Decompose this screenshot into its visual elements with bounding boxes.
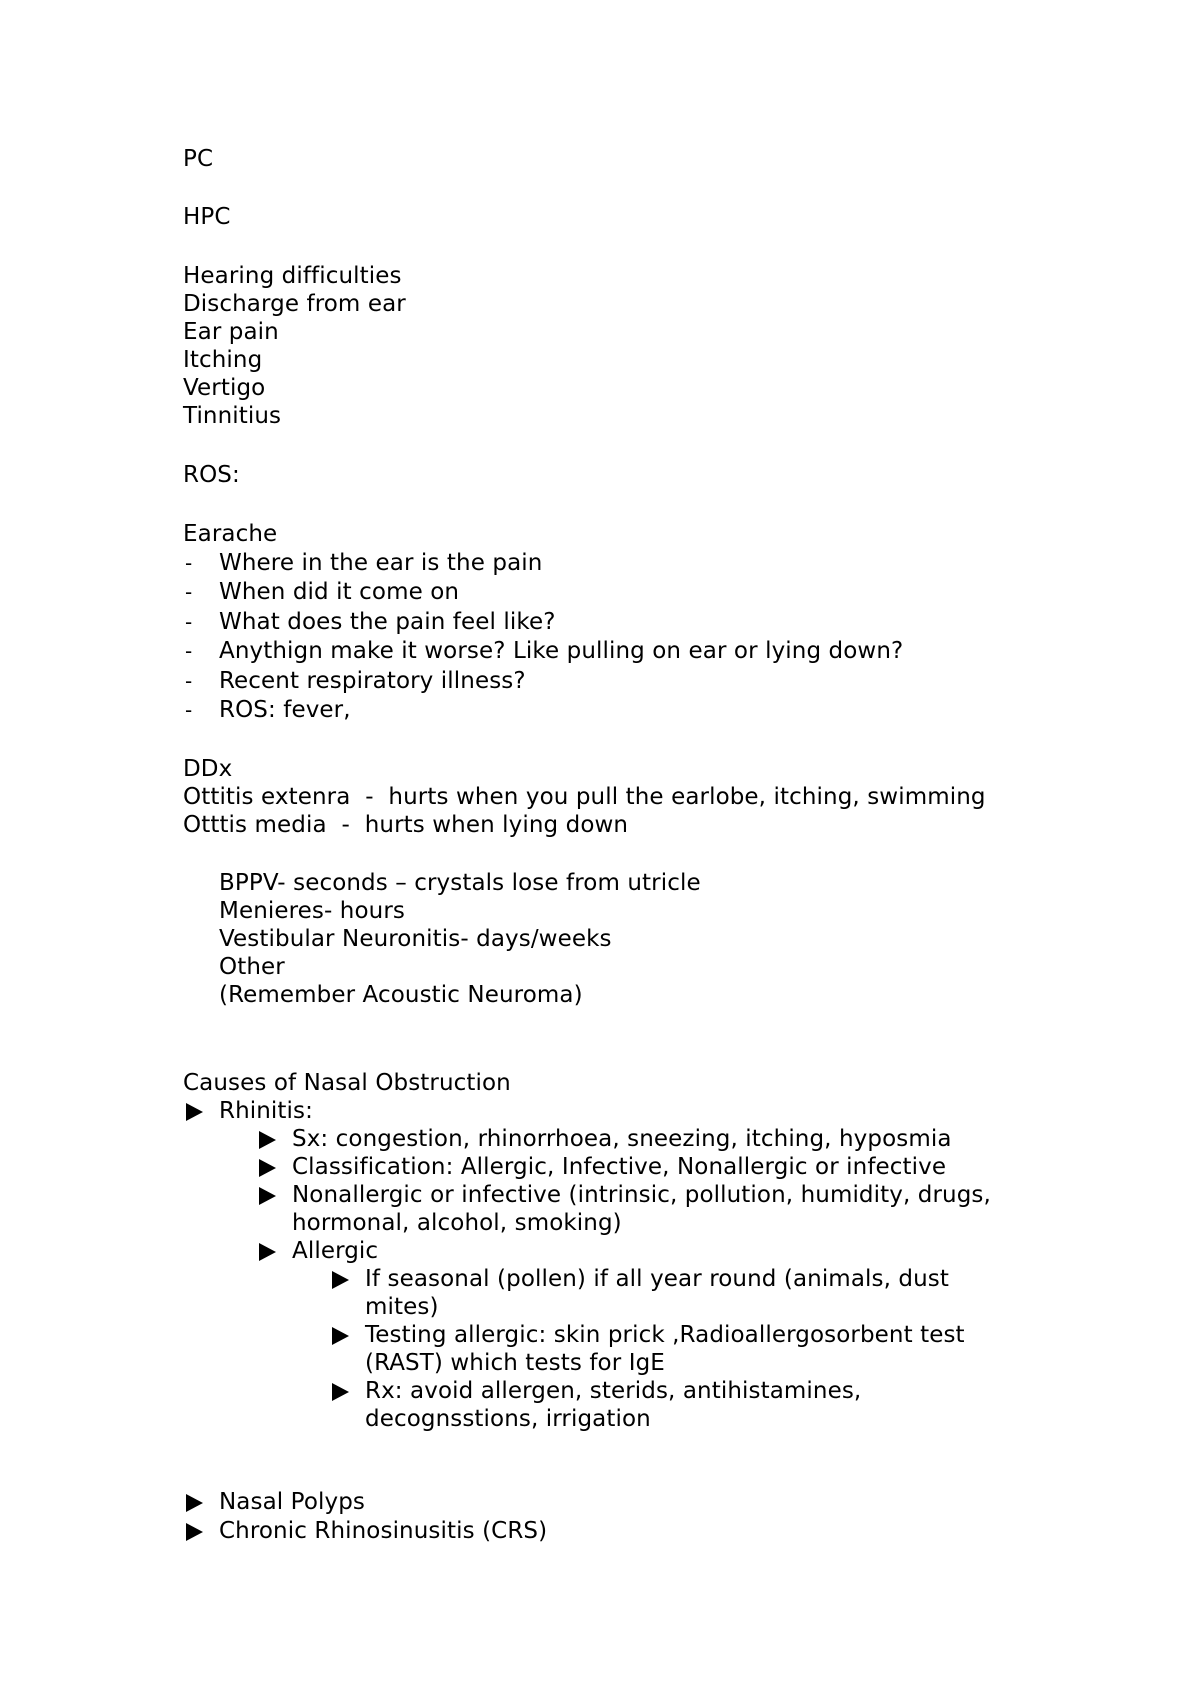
allergic-testing: Testing allergic: skin prick ,Radioallergosorbent test xyxy=(365,1322,965,1348)
dash-bullet: - xyxy=(185,639,193,663)
hpc-heading: HPC xyxy=(183,204,231,230)
hpc-item: Hearing difficulties xyxy=(183,263,402,289)
earache-heading: Earache xyxy=(183,521,278,547)
earache-question: Anythign make it worse? Like pulling on ear or lying down? xyxy=(219,638,904,664)
vertigo-ddx-item: Menieres- hours xyxy=(219,898,405,924)
ros-heading: ROS: xyxy=(183,462,240,488)
hpc-item: Tinnitius xyxy=(183,403,282,429)
arrow-bullet-icon xyxy=(259,1159,276,1177)
rhinitis-label: Rhinitis: xyxy=(219,1098,313,1124)
arrow-bullet-icon xyxy=(186,1103,203,1121)
vertigo-ddx-item: (Remember Acoustic Neuroma) xyxy=(219,982,583,1008)
earache-question: Where in the ear is the pain xyxy=(219,550,543,576)
allergic-label: Allergic xyxy=(292,1238,379,1264)
hpc-item: Itching xyxy=(183,347,263,373)
arrow-bullet-icon xyxy=(332,1271,349,1289)
allergic-seasonal: mites) xyxy=(365,1294,439,1320)
nasal-heading: Causes of Nasal Obstruction xyxy=(183,1070,511,1096)
ddx-heading: DDx xyxy=(183,756,233,782)
allergic-seasonal: If seasonal (pollen) if all year round (animals, dust xyxy=(365,1266,949,1292)
arrow-bullet-icon xyxy=(259,1187,276,1205)
chronic-rhinosinusitis: Chronic Rhinosinusitis (CRS) xyxy=(219,1518,548,1544)
vertigo-ddx-item: BPPV- seconds – crystals lose from utricle xyxy=(219,870,701,896)
nasal-polyps: Nasal Polyps xyxy=(219,1489,365,1515)
earache-question: What does the pain feel like? xyxy=(219,609,556,635)
arrow-bullet-icon xyxy=(259,1131,276,1149)
earache-question: When did it come on xyxy=(219,579,460,605)
dash-bullet: - xyxy=(185,551,193,575)
allergic-treatment: Rx: avoid allergen, sterids, antihistamines, xyxy=(365,1378,862,1404)
rhinitis-classification: Classification: Allergic, Infective, Nonallergic or infective xyxy=(292,1154,947,1180)
dash-bullet: - xyxy=(185,698,193,722)
nonallergic-line: hormonal, alcohol, smoking) xyxy=(292,1210,622,1236)
vertigo-ddx-item: Vestibular Neuronitis- days/weeks xyxy=(219,926,612,952)
arrow-bullet-icon xyxy=(186,1523,203,1541)
vertigo-ddx-item: Other xyxy=(219,954,285,980)
dash-bullet: - xyxy=(185,580,193,604)
dash-bullet: - xyxy=(185,669,193,693)
ddx-line: Otttis media - hurts when lying down xyxy=(183,812,629,838)
allergic-treatment: decognsstions, irrigation xyxy=(365,1406,651,1432)
earache-question: Recent respiratory illness? xyxy=(219,668,526,694)
arrow-bullet-icon xyxy=(186,1494,203,1512)
earache-question: ROS: fever, xyxy=(219,697,351,723)
hpc-item: Ear pain xyxy=(183,319,279,345)
hpc-item: Vertigo xyxy=(183,375,266,401)
rhinitis-symptoms: Sx: congestion, rhinorrhoea, sneezing, itching, hyposmia xyxy=(292,1126,952,1152)
dash-bullet: - xyxy=(185,610,193,634)
arrow-bullet-icon xyxy=(259,1243,276,1261)
nonallergic-line: Nonallergic or infective (intrinsic, pollution, humidity, drugs, xyxy=(292,1182,991,1208)
hpc-item: Discharge from ear xyxy=(183,291,406,317)
pc-heading: PC xyxy=(183,146,214,172)
ddx-line: Ottitis extenra - hurts when you pull the earlobe, itching, swimming xyxy=(183,784,986,810)
allergic-testing: (RAST) which tests for IgE xyxy=(365,1350,665,1376)
arrow-bullet-icon xyxy=(332,1327,349,1345)
arrow-bullet-icon xyxy=(332,1383,349,1401)
